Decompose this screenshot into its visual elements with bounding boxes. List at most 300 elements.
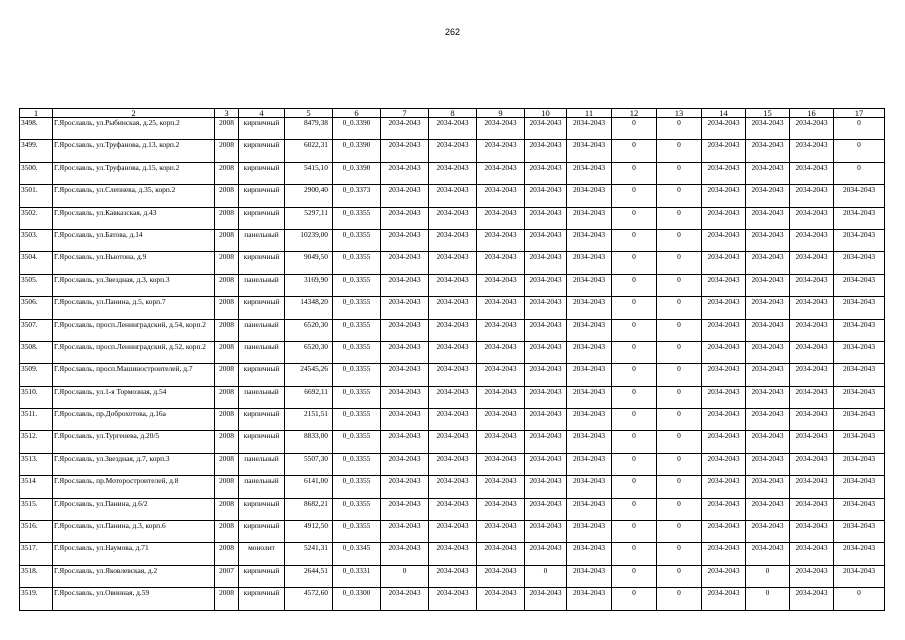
table-cell: 0_0.3355 xyxy=(333,409,381,431)
table-cell: 3504. xyxy=(20,252,53,274)
table-cell: 2034-2043 xyxy=(567,565,612,587)
table-cell: 2034-2043 xyxy=(477,185,525,207)
table-cell: 2034-2043 xyxy=(567,229,612,251)
table-cell: 3498. xyxy=(20,118,53,140)
column-header: 3 xyxy=(215,109,239,118)
table-cell: кирпичный xyxy=(239,162,285,184)
table-cell: Г.Ярославль, ул.Труфанова, д.15, корп.2 xyxy=(53,162,215,184)
table-cell: 3169,90 xyxy=(285,274,333,296)
table-cell: кирпичный xyxy=(239,409,285,431)
table-cell: 0 xyxy=(612,521,657,543)
table-cell: 2034-2043 xyxy=(567,409,612,431)
table-cell: 2034-2043 xyxy=(477,453,525,475)
table-cell: кирпичный xyxy=(239,118,285,140)
table-cell: 0 xyxy=(657,588,702,610)
table-cell: 0_0.3355 xyxy=(333,297,381,319)
table-cell: 2034-2043 xyxy=(381,207,429,229)
table-cell: 0 xyxy=(834,118,885,140)
column-header: 1 xyxy=(20,109,53,118)
table-cell: кирпичный xyxy=(239,431,285,453)
table-cell: 2034-2043 xyxy=(477,162,525,184)
table-cell: 2034-2043 xyxy=(834,409,885,431)
table-cell: кирпичный xyxy=(239,140,285,162)
table-cell: 0 xyxy=(525,565,567,587)
table-cell: панельный xyxy=(239,476,285,498)
table-cell: 2034-2043 xyxy=(746,476,790,498)
table-cell: 2034-2043 xyxy=(525,229,567,251)
table-cell: 2034-2043 xyxy=(381,588,429,610)
table-cell: 2034-2043 xyxy=(567,118,612,140)
table-cell: 2034-2043 xyxy=(477,118,525,140)
table-cell: 2034-2043 xyxy=(429,364,477,386)
table-cell: 2034-2043 xyxy=(790,431,834,453)
table-cell: 0 xyxy=(657,229,702,251)
table-cell: 2034-2043 xyxy=(381,341,429,363)
table-cell: 0 xyxy=(612,274,657,296)
table-cell: 2034-2043 xyxy=(746,229,790,251)
table-cell: 2034-2043 xyxy=(790,274,834,296)
table-row xyxy=(20,565,885,587)
table-cell: 2034-2043 xyxy=(702,386,746,408)
table-cell: 2034-2043 xyxy=(381,386,429,408)
table-row xyxy=(20,386,885,408)
table-cell: 2034-2043 xyxy=(790,207,834,229)
table-cell: 8682,21 xyxy=(285,498,333,520)
table-cell: 2008 xyxy=(215,207,239,229)
table-cell: 2034-2043 xyxy=(702,252,746,274)
column-header: 16 xyxy=(790,109,834,118)
table-cell: 0 xyxy=(834,162,885,184)
table-cell: 0 xyxy=(657,364,702,386)
table-cell: 3508. xyxy=(20,341,53,363)
table-cell: 2034-2043 xyxy=(746,521,790,543)
table-cell: 2034-2043 xyxy=(525,274,567,296)
table-cell: 2034-2043 xyxy=(702,319,746,341)
column-header: 15 xyxy=(746,109,790,118)
table-cell: 0 xyxy=(834,140,885,162)
table-row xyxy=(20,409,885,431)
table-cell: 2034-2043 xyxy=(381,252,429,274)
table-row xyxy=(20,476,885,498)
table-cell: 2034-2043 xyxy=(834,274,885,296)
table-cell: 0_0.3355 xyxy=(333,521,381,543)
table-cell: 6520,30 xyxy=(285,319,333,341)
table-row xyxy=(20,185,885,207)
table-cell: 2034-2043 xyxy=(567,140,612,162)
table-cell: 3505. xyxy=(20,274,53,296)
table-cell: 3513. xyxy=(20,453,53,475)
table-cell: 0 xyxy=(746,565,790,587)
table-cell: 0 xyxy=(612,319,657,341)
table-row xyxy=(20,207,885,229)
table-cell: 2034-2043 xyxy=(702,297,746,319)
table-cell: Г.Ярославль, пр.Моторостроителей, д.8 xyxy=(53,476,215,498)
table-cell: 3499. xyxy=(20,140,53,162)
table-cell: 2034-2043 xyxy=(790,476,834,498)
table-cell: 3502. xyxy=(20,207,53,229)
table-cell: 2034-2043 xyxy=(381,476,429,498)
table-cell: 2034-2043 xyxy=(477,431,525,453)
table-cell: 2034-2043 xyxy=(477,140,525,162)
column-header: 13 xyxy=(657,109,702,118)
table-cell: 2034-2043 xyxy=(790,521,834,543)
table-row xyxy=(20,274,885,296)
table-cell: 2034-2043 xyxy=(834,319,885,341)
table-cell: 2034-2043 xyxy=(477,498,525,520)
table-cell: 2034-2043 xyxy=(702,498,746,520)
table-cell: 2008 xyxy=(215,274,239,296)
table-cell: 2008 xyxy=(215,341,239,363)
table-cell: 2034-2043 xyxy=(477,386,525,408)
table-cell: 0 xyxy=(612,185,657,207)
table-cell: 2151,51 xyxy=(285,409,333,431)
table-cell: 0 xyxy=(612,297,657,319)
table-cell: 0 xyxy=(657,274,702,296)
table-cell: 2034-2043 xyxy=(790,162,834,184)
table-cell: 4912,50 xyxy=(285,521,333,543)
table-cell: 2034-2043 xyxy=(525,453,567,475)
table-cell: 2034-2043 xyxy=(790,229,834,251)
column-header: 10 xyxy=(525,109,567,118)
table-cell: 14348,20 xyxy=(285,297,333,319)
table-cell: 2034-2043 xyxy=(567,431,612,453)
table-cell: 2034-2043 xyxy=(746,185,790,207)
table-cell: 2008 xyxy=(215,118,239,140)
table-cell: 2034-2043 xyxy=(567,162,612,184)
table-row xyxy=(20,498,885,520)
table-cell: 0_0.3355 xyxy=(333,319,381,341)
table-cell: 2034-2043 xyxy=(790,588,834,610)
table-cell: 2034-2043 xyxy=(746,409,790,431)
table-cell: 2034-2043 xyxy=(702,364,746,386)
table-cell: 0 xyxy=(834,588,885,610)
table-cell: Г.Ярославль, ул.Яковлевская, д.2 xyxy=(53,565,215,587)
table-cell: 2034-2043 xyxy=(702,207,746,229)
table-cell: 0 xyxy=(612,498,657,520)
table-cell: 2034-2043 xyxy=(790,319,834,341)
table-cell: 2034-2043 xyxy=(567,319,612,341)
table-cell: 2034-2043 xyxy=(702,140,746,162)
table-cell: 0 xyxy=(657,521,702,543)
table-cell: 2034-2043 xyxy=(525,162,567,184)
table-cell: 3510. xyxy=(20,386,53,408)
table-cell: 2008 xyxy=(215,588,239,610)
table-cell: 2034-2043 xyxy=(381,521,429,543)
table-cell: 2034-2043 xyxy=(834,341,885,363)
table-cell: 2034-2043 xyxy=(567,386,612,408)
table-cell: 2034-2043 xyxy=(477,364,525,386)
column-header: 5 xyxy=(285,109,333,118)
table-cell: 2034-2043 xyxy=(477,409,525,431)
table-cell: 0 xyxy=(657,140,702,162)
table-cell: 0_0.3300 xyxy=(333,588,381,610)
table-row xyxy=(20,162,885,184)
table-cell: 2034-2043 xyxy=(746,140,790,162)
table-cell: 0_0.3345 xyxy=(333,543,381,565)
table-cell: 2034-2043 xyxy=(834,229,885,251)
table-cell: 0 xyxy=(657,185,702,207)
table-cell: 0_0.3373 xyxy=(333,185,381,207)
table-cell: 2034-2043 xyxy=(477,207,525,229)
table-cell: 2034-2043 xyxy=(567,588,612,610)
table-cell: 2034-2043 xyxy=(477,252,525,274)
table-cell: 0 xyxy=(612,229,657,251)
table-cell: 2034-2043 xyxy=(477,565,525,587)
table-cell: 2034-2043 xyxy=(790,453,834,475)
table-cell: 2034-2043 xyxy=(702,431,746,453)
table-cell: 2034-2043 xyxy=(429,588,477,610)
table-cell: 0_0.3355 xyxy=(333,498,381,520)
table-cell: 2034-2043 xyxy=(790,118,834,140)
table-cell: 3506. xyxy=(20,297,53,319)
table-cell: 2034-2043 xyxy=(381,297,429,319)
table-cell: 2034-2043 xyxy=(746,543,790,565)
table-cell: 2034-2043 xyxy=(702,588,746,610)
table-cell: 2034-2043 xyxy=(429,341,477,363)
column-header: 12 xyxy=(612,109,657,118)
table-cell: 2034-2043 xyxy=(381,409,429,431)
column-header: 14 xyxy=(702,109,746,118)
column-header: 9 xyxy=(477,109,525,118)
table-cell: кирпичный xyxy=(239,498,285,520)
table-cell: 2034-2043 xyxy=(834,431,885,453)
table-cell: 2034-2043 xyxy=(834,453,885,475)
table-cell: 2034-2043 xyxy=(429,565,477,587)
table-row xyxy=(20,297,885,319)
table-cell: 0_0.3390 xyxy=(333,140,381,162)
table-cell: монолит xyxy=(239,543,285,565)
table-cell: 2008 xyxy=(215,319,239,341)
table-cell: кирпичный xyxy=(239,364,285,386)
table-cell: 2034-2043 xyxy=(381,118,429,140)
table-cell: 2034-2043 xyxy=(746,386,790,408)
table-cell: 8833,00 xyxy=(285,431,333,453)
table-cell: Г.Ярославль, ул.Панина, д.6/2 xyxy=(53,498,215,520)
table-cell: кирпичный xyxy=(239,252,285,274)
table-cell: 2034-2043 xyxy=(429,498,477,520)
table-cell: 2034-2043 xyxy=(429,207,477,229)
table-cell: 2034-2043 xyxy=(567,476,612,498)
table-cell: 2034-2043 xyxy=(429,521,477,543)
table-cell: 5415,10 xyxy=(285,162,333,184)
table-row xyxy=(20,118,885,140)
table-cell: Г.Ярославль, ул.Слепнева, д.35, корп.2 xyxy=(53,185,215,207)
table-cell: 2034-2043 xyxy=(567,453,612,475)
table-row xyxy=(20,453,885,475)
table-cell: 2034-2043 xyxy=(477,319,525,341)
table-cell: 3503. xyxy=(20,229,53,251)
table-cell: 2034-2043 xyxy=(834,185,885,207)
table-cell: 0 xyxy=(612,409,657,431)
table-cell: 2034-2043 xyxy=(567,543,612,565)
table-cell: 4572,60 xyxy=(285,588,333,610)
housing-table xyxy=(19,108,885,611)
table-cell: 2034-2043 xyxy=(702,274,746,296)
table-cell: 0 xyxy=(657,297,702,319)
table-cell: 0_0.3355 xyxy=(333,453,381,475)
table-cell: 2034-2043 xyxy=(381,364,429,386)
table-cell: 2034-2043 xyxy=(381,431,429,453)
table-cell: 5241,31 xyxy=(285,543,333,565)
table-cell: 2034-2043 xyxy=(567,207,612,229)
table-cell: 2034-2043 xyxy=(567,521,612,543)
table-cell: 2034-2043 xyxy=(834,252,885,274)
table-cell: 2034-2043 xyxy=(746,453,790,475)
table-cell: 2034-2043 xyxy=(567,364,612,386)
table-cell: 2034-2043 xyxy=(746,319,790,341)
table-cell: 2034-2043 xyxy=(702,229,746,251)
table-cell: 2034-2043 xyxy=(429,297,477,319)
table-cell: 2034-2043 xyxy=(702,476,746,498)
table-cell: 2034-2043 xyxy=(381,274,429,296)
table-cell: 2008 xyxy=(215,185,239,207)
table-cell: 2034-2043 xyxy=(429,140,477,162)
table-cell: 2008 xyxy=(215,543,239,565)
table-cell: 2034-2043 xyxy=(477,297,525,319)
table-cell: Г.Ярославль, ул.Звездная, д.3, корп.3 xyxy=(53,274,215,296)
table-cell: 2034-2043 xyxy=(834,521,885,543)
table-cell: 2034-2043 xyxy=(702,543,746,565)
table-cell: Г.Ярославль, ул.Батова, д.14 xyxy=(53,229,215,251)
column-header: 17 xyxy=(834,109,885,118)
table-cell: 2034-2043 xyxy=(746,274,790,296)
table-cell: 2034-2043 xyxy=(567,274,612,296)
table-cell: 3511. xyxy=(20,409,53,431)
table-cell: 2034-2043 xyxy=(790,140,834,162)
table-cell: 2034-2043 xyxy=(525,409,567,431)
column-header: 2 xyxy=(53,109,215,118)
table-cell: панельный xyxy=(239,319,285,341)
table-cell: 2034-2043 xyxy=(429,118,477,140)
table-row xyxy=(20,431,885,453)
table-cell: 2034-2043 xyxy=(381,543,429,565)
table-cell: 0 xyxy=(657,118,702,140)
table-cell: 0 xyxy=(612,588,657,610)
table-cell: 2034-2043 xyxy=(790,185,834,207)
table-cell: 2034-2043 xyxy=(790,252,834,274)
table-cell: Г.Ярославль, просп.Машиностроителей, д.7 xyxy=(53,364,215,386)
column-header: 6 xyxy=(333,109,381,118)
table-cell: 2034-2043 xyxy=(429,319,477,341)
column-header: 8 xyxy=(429,109,477,118)
table-cell: 2034-2043 xyxy=(477,274,525,296)
table-header-row xyxy=(20,109,885,118)
table-cell: 2034-2043 xyxy=(525,297,567,319)
table-row xyxy=(20,140,885,162)
table-cell: 9049,50 xyxy=(285,252,333,274)
table-cell: 0 xyxy=(612,386,657,408)
table-cell: 2034-2043 xyxy=(525,431,567,453)
table-cell: 2034-2043 xyxy=(381,498,429,520)
table-cell: 2034-2043 xyxy=(429,229,477,251)
table-cell: 2034-2043 xyxy=(567,252,612,274)
table-cell: 2008 xyxy=(215,386,239,408)
table-cell: 0_0.3355 xyxy=(333,252,381,274)
table-cell: 2034-2043 xyxy=(702,453,746,475)
table-cell: 2034-2043 xyxy=(790,498,834,520)
table-cell: 2034-2043 xyxy=(834,364,885,386)
table-cell: 0_0.3331 xyxy=(333,565,381,587)
table-cell: 5507,30 xyxy=(285,453,333,475)
table-cell: 2034-2043 xyxy=(525,543,567,565)
column-header: 11 xyxy=(567,109,612,118)
table-cell: 2034-2043 xyxy=(525,319,567,341)
table-cell: 8479,38 xyxy=(285,118,333,140)
table-cell: 2034-2043 xyxy=(429,409,477,431)
table-cell: 2034-2043 xyxy=(477,588,525,610)
table-cell: 2008 xyxy=(215,409,239,431)
table-cell: 2034-2043 xyxy=(567,498,612,520)
table-cell: 0 xyxy=(612,252,657,274)
table-cell: 2034-2043 xyxy=(567,297,612,319)
table-cell: 0_0.3355 xyxy=(333,229,381,251)
table-cell: 2034-2043 xyxy=(746,207,790,229)
table-cell: 3519. xyxy=(20,588,53,610)
table-cell: 2034-2043 xyxy=(477,476,525,498)
table-cell: Г.Ярославль, ул.Тургенева, д.20/5 xyxy=(53,431,215,453)
table-cell: 2034-2043 xyxy=(429,431,477,453)
table-cell: 0 xyxy=(657,207,702,229)
table-cell: 0_0.3355 xyxy=(333,364,381,386)
table-cell: 2008 xyxy=(215,252,239,274)
table-cell: Г.Ярославль, ул.Овинная, д.59 xyxy=(53,588,215,610)
table-cell: 2034-2043 xyxy=(702,521,746,543)
table-cell: 2644,51 xyxy=(285,565,333,587)
table-cell: 0 xyxy=(657,341,702,363)
table-cell: 3501. xyxy=(20,185,53,207)
table-cell: 2034-2043 xyxy=(477,341,525,363)
table-cell: 0 xyxy=(657,476,702,498)
table-cell: 0 xyxy=(612,162,657,184)
table-row xyxy=(20,229,885,251)
table-cell: 2034-2043 xyxy=(746,341,790,363)
table-cell: 2034-2043 xyxy=(834,498,885,520)
page-number: 262 xyxy=(444,27,461,37)
table-cell: 0 xyxy=(657,162,702,184)
table-cell: 2034-2043 xyxy=(702,185,746,207)
table-cell: 2034-2043 xyxy=(429,274,477,296)
table-cell: Г.Ярославль, пр.Доброхотова, д.16а xyxy=(53,409,215,431)
table-cell: 2034-2043 xyxy=(525,498,567,520)
table-row xyxy=(20,521,885,543)
table-cell: 6692,11 xyxy=(285,386,333,408)
table-cell: 3500. xyxy=(20,162,53,184)
table-cell: 2034-2043 xyxy=(790,409,834,431)
table-cell: 2034-2043 xyxy=(525,364,567,386)
table-cell: 3512. xyxy=(20,431,53,453)
table-cell: кирпичный xyxy=(239,207,285,229)
table-cell: 0_0.3355 xyxy=(333,476,381,498)
table-cell: 2900,40 xyxy=(285,185,333,207)
table-cell: 3507. xyxy=(20,319,53,341)
table-cell: 5297,11 xyxy=(285,207,333,229)
table-cell: Г.Ярославль, ул.Рыбинская, д.25, корп.2 xyxy=(53,118,215,140)
table-cell: 10239,00 xyxy=(285,229,333,251)
table-cell: 0 xyxy=(657,319,702,341)
table-cell: 2008 xyxy=(215,140,239,162)
table-cell: 2034-2043 xyxy=(525,521,567,543)
table-cell: 2008 xyxy=(215,498,239,520)
table-cell: 0 xyxy=(657,543,702,565)
table-cell: 2034-2043 xyxy=(381,453,429,475)
table-cell: 2034-2043 xyxy=(525,252,567,274)
table-row xyxy=(20,341,885,363)
table-cell: 0 xyxy=(612,140,657,162)
table-cell: 2034-2043 xyxy=(746,162,790,184)
table-cell: кирпичный xyxy=(239,565,285,587)
table-cell: Г.Ярославль, ул.Панина, д.3, корп.6 xyxy=(53,521,215,543)
table-cell: 2034-2043 xyxy=(834,207,885,229)
